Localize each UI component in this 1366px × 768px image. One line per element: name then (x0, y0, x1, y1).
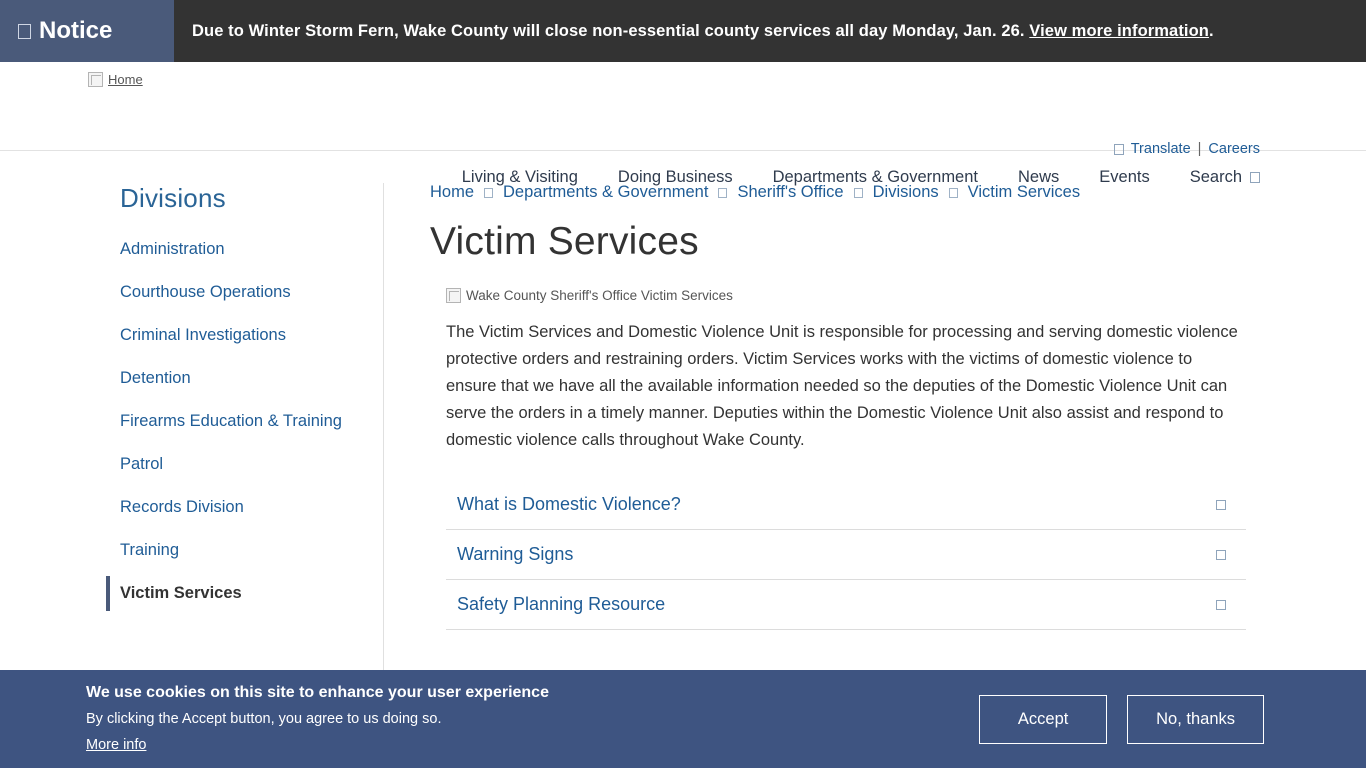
sidebar-item-administration[interactable] (120, 232, 383, 267)
globe-icon (1114, 144, 1124, 155)
chevron-down-icon[interactable] (1216, 550, 1226, 560)
cookie-more-info-link[interactable]: More info (86, 737, 147, 753)
accordion-list (446, 480, 1246, 630)
nav-search[interactable] (1170, 165, 1260, 189)
site-logo-alt: Home (108, 72, 143, 87)
breadcrumb-separator-icon (854, 188, 863, 198)
victim-services-image (446, 288, 1246, 303)
intro-paragraph: The Victim Services and Domestic Violence Unit is responsible for processing and serving domestic violence protective orders and restraining orders. Victim Services works with the victims of domestic violence to ensure that we have all the available information needed so the deputies of the Domestic Violence Unit can serve the orders in a timely manner. Deputies within the Domestic Violence Unit also assist and respond to domestic violence calls throughout Wake County. (446, 323, 1238, 449)
breadcrumb-divisions[interactable]: Divisions (872, 183, 939, 201)
careers-link[interactable]: Careers (1208, 141, 1260, 157)
sidebar-item-training[interactable] (120, 533, 383, 568)
nav-events[interactable]: Events (1099, 168, 1150, 186)
cookie-title: We use cookies on this site to enhance your user experience (86, 684, 549, 701)
sidebar-item-label[interactable]: Detention (120, 369, 191, 387)
accordion-item-warning-signs[interactable] (446, 530, 1246, 580)
search-icon (1250, 172, 1260, 183)
breadcrumb-separator-icon (949, 188, 958, 198)
site-logo[interactable] (88, 72, 143, 87)
notice-alert-bar (0, 0, 1366, 62)
accordion-item-title: Safety Planning Resource (457, 594, 666, 614)
sidebar-item-label[interactable]: Administration (120, 240, 225, 258)
broken-image-icon (446, 288, 461, 303)
decline-button[interactable]: No, thanks (1127, 695, 1264, 744)
main-content (384, 183, 1366, 703)
breadcrumb-home[interactable]: Home (430, 183, 475, 201)
cookie-consent-banner (0, 670, 1366, 768)
breadcrumb-departments-and-government[interactable]: Departments & Government (503, 183, 709, 201)
sidebar-item-victim-services[interactable] (120, 576, 383, 611)
sidebar-item-records-division[interactable] (120, 490, 383, 525)
sidebar-item-label[interactable]: Patrol (120, 455, 164, 473)
nav-living-and-visiting[interactable]: Living & Visiting (461, 168, 578, 186)
sidebar-item-label[interactable]: Courthouse Operations (120, 283, 291, 301)
sidebar-item-label[interactable]: Criminal Investigations (120, 326, 286, 344)
sidebar-item-label[interactable]: Victim Services (106, 576, 383, 611)
accordion-item-what-is-domestic-violence[interactable] (446, 480, 1246, 530)
victim-services-image-alt: Wake County Sheriff's Office Victim Services (466, 288, 733, 303)
breadcrumb-victim-services[interactable]: Victim Services (967, 183, 1081, 201)
sidebar-item-label[interactable]: Training (120, 541, 179, 559)
sidebar-item-criminal-investigations[interactable] (120, 318, 383, 353)
nav-departments-and-government[interactable]: Departments & Government (772, 168, 978, 186)
translate-link[interactable]: Translate (1130, 141, 1191, 157)
cookie-actions (979, 695, 1366, 744)
sidebar-list (120, 232, 383, 611)
sidebar-item-detention[interactable] (120, 361, 383, 396)
divisions-sidebar (0, 183, 384, 703)
accordion-item-safety-planning-resource[interactable] (446, 580, 1246, 630)
sidebar-item-patrol[interactable] (120, 447, 383, 482)
page-title: Victim Services (430, 220, 699, 263)
sidebar-item-courthouse-operations[interactable] (120, 275, 383, 310)
utility-separator: | (1197, 141, 1202, 157)
sidebar-item-label[interactable]: Records Division (120, 498, 244, 516)
site-header (0, 62, 1366, 186)
broken-image-icon (88, 72, 103, 87)
accordion-item-title: What is Domestic Violence? (457, 494, 681, 514)
notice-message-tail: . (1208, 21, 1214, 40)
cookie-message (0, 684, 979, 754)
breadcrumb-sheriffs-office[interactable]: Sheriff's Office (737, 183, 844, 201)
notice-message-text: Due to Winter Storm Fern, Wake County will close non-essential county services all day Monday, Jan. 26. (192, 21, 1025, 40)
cookie-subtitle: By clicking the Accept button, you agree to us doing so. (86, 711, 442, 727)
nav-doing-business[interactable]: Doing Business (617, 168, 733, 186)
nav-search-label: Search (1189, 168, 1242, 186)
sidebar-title: Divisions (120, 183, 226, 213)
alert-icon (18, 24, 31, 39)
sidebar-item-label[interactable]: Firearms Education & Training (120, 412, 342, 430)
notice-message (174, 0, 1366, 62)
accordion-item-title: Warning Signs (457, 544, 574, 564)
page-body (0, 151, 1366, 703)
breadcrumb-separator-icon (484, 188, 493, 198)
notice-label (0, 0, 174, 62)
nav-news[interactable]: News (1018, 168, 1060, 186)
view-more-information-link[interactable]: View more information (1029, 21, 1209, 40)
accept-button[interactable]: Accept (979, 695, 1107, 744)
breadcrumb-separator-icon (718, 188, 727, 198)
chevron-down-icon[interactable] (1216, 500, 1226, 510)
sidebar-item-firearms-education-and-training[interactable] (120, 404, 383, 439)
chevron-down-icon[interactable] (1216, 600, 1226, 610)
utility-nav (1114, 141, 1260, 157)
notice-label-text: Notice (39, 17, 113, 44)
main-navigation (442, 165, 1260, 189)
